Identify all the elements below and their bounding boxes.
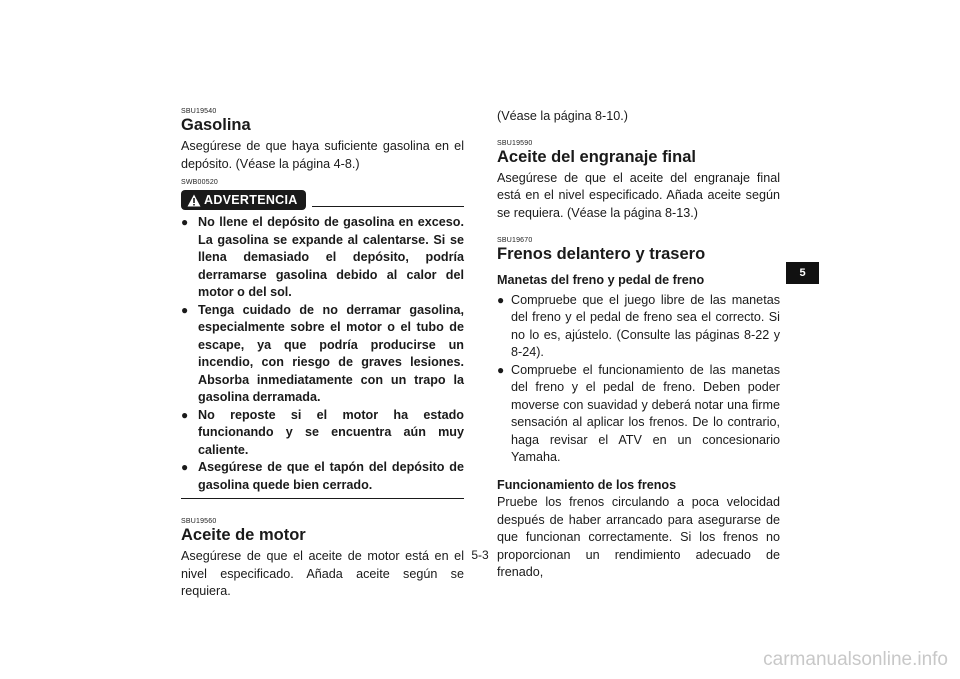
warning-header [181,190,464,210]
right-column [497,108,780,582]
bullet-icon: ● [497,292,505,307]
warning-badge [181,190,306,210]
gasolina-body: Asegúrese de que haya suficiente gasolina en el depósito. (Véase la página 4-8.) [181,139,464,171]
warning-item: ● No llene el depósito de gasolina en exceso. La gasolina se expande al calentarse. Si se llena demasiado el depósito, podría derramarse gasolina debido al calor del motor o del sol. [181,215,464,299]
section-title-aceite-engranaje: Aceite del engranaje final [497,147,696,166]
watermark: carmanualsonline.info [763,649,948,670]
bullet-icon: ● [181,215,189,229]
section-title-aceite-motor: Aceite de motor [181,526,306,544]
section-title-frenos: Frenos delantero y trasero [497,245,706,263]
aceite-motor-body: Asegúrese de que el aceite de motor está en el nivel especificado. Añada aceite según se requiera. [181,549,464,598]
section-code: SBU19540 [181,108,217,115]
warning-item: ● Asegúrese de que el tapón del depósito de gasolina quede bien cerrado. [181,460,464,492]
warning-item: ● Tenga cuidado de no derramar gasolina, especialmente sobre el motor o el tubo de escape, ya que podría producirse un incendio, con riesgo de graves lesiones. Absorba inmediatamente con un trapo la gasolina derramada. [181,302,464,404]
continuation-text: (Véase la página 8-10.) [497,109,628,123]
frenos-list [497,292,780,467]
chapter-tab: 5 [786,262,819,284]
section-code: SBU19590 [497,139,533,147]
section-code: SBU19560 [181,518,217,525]
list-item: ● Compruebe que el juego libre de las manetas del freno y el pedal de freno sea el correcto. Si no lo es, ajústelo. (Consulte las páginas 8-22 y 8-24). [497,292,780,359]
section-title-gasolina: Gasolina [181,116,251,134]
subheading-manetas: Manetas del freno y pedal de freno [497,273,705,287]
warning-list [181,214,464,494]
warning-item: ● No reposte si el motor ha estado funcionando y se encuentra aún muy caliente. [181,407,464,457]
page-number: 5-3 [471,548,489,562]
bullet-icon: ● [181,407,189,422]
warning-code: SWB00520 [181,179,219,186]
list-item: ● Compruebe el funcionamiento de las manetas del freno y el pedal de freno. Deben poder moverse con suavidad y deberá notar una firme sensación al aplicar los frenos. De lo contrario, haga revisar el ATV en un concesionario Yamaha. [497,362,780,464]
funcionamiento-body: Pruebe los frenos circulando a poca velocidad después de haber arrancado para asegurarse de que funcionan correctamente. Si los frenos no proporcionan un rendimiento adecuado de frenado, [497,495,780,579]
section-code: SBU19670 [497,237,533,244]
warning-label: ADVERTENCIA [204,193,298,207]
bullet-icon: ● [497,362,505,377]
warning-end-rule [181,498,464,499]
bullet-icon: ● [181,460,189,474]
left-column [181,108,464,601]
aceite-engranaje-body: Asegúrese de que el aceite del engranaje final está en el nivel especificado. Añada aceite según se requiera. (Véase la página 8-13.) [497,170,780,220]
bullet-icon: ● [181,302,189,317]
warning-rule [312,206,464,207]
warning-triangle-icon [187,194,201,207]
subheading-funcionamiento: Funcionamiento de los frenos [497,477,677,492]
